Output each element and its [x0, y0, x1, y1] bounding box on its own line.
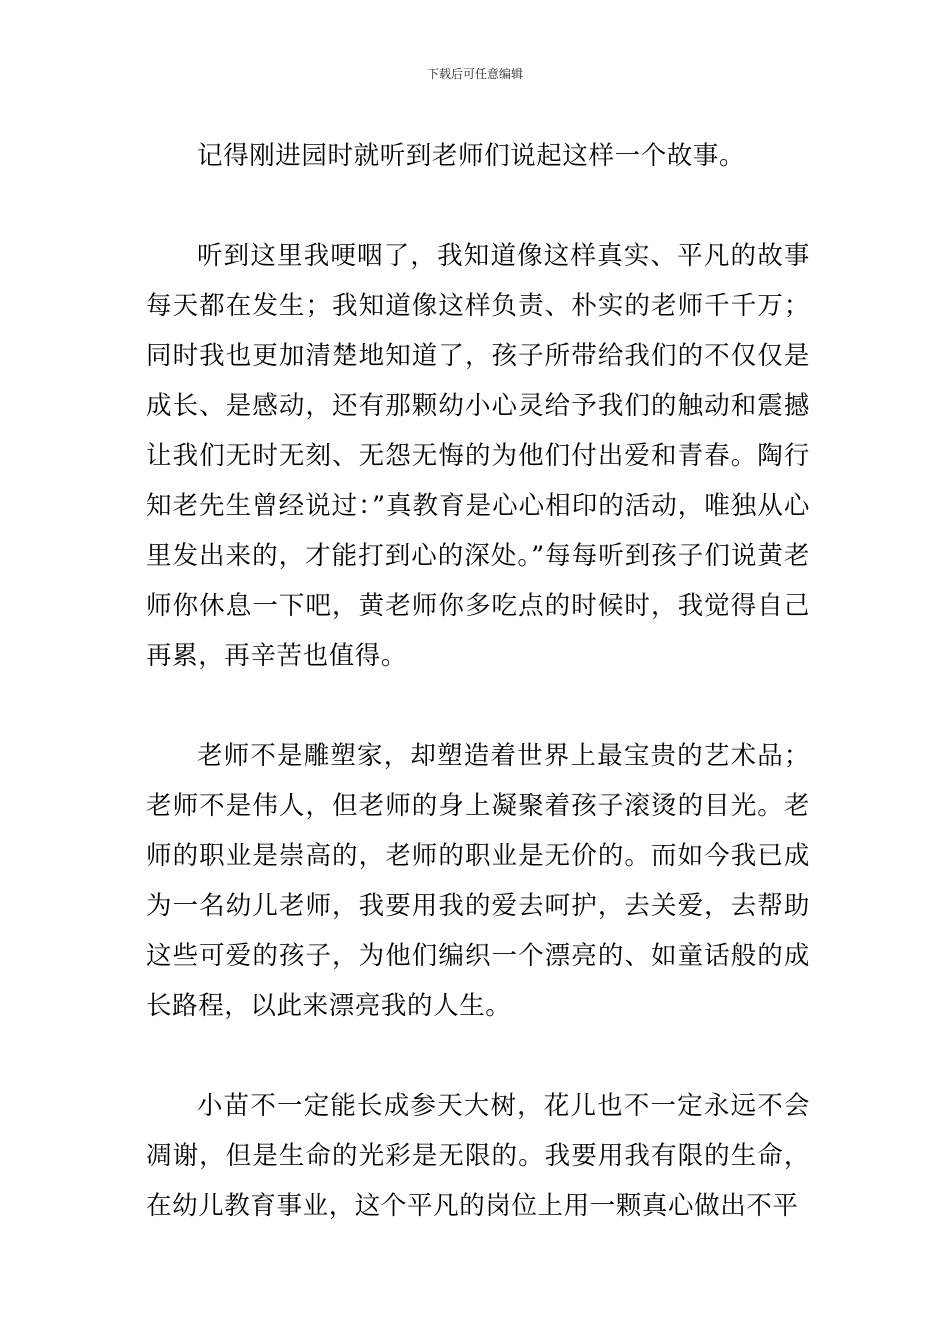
- paragraph-spacer: [146, 681, 810, 731]
- paragraph-spacer: [146, 181, 810, 231]
- page-header: 下载后可任意编辑: [426, 67, 523, 81]
- paragraph-1: 记得刚进园时就听到老师们说起这样一个故事。: [197, 141, 746, 171]
- paragraph-2: 听到这里我哽咽了，我知道像这样真实、平凡的故事每天都在发生；我知道像这样负责、朴实的老师千千万；同时我也更加清楚地知道了，孩子所带给我们的不仅仅是成长、是感动，还有那颗幼小心灵给予我们的触动和震撼让我们无时无刻、无怨无悔的为他们付出爱和青春。陶行知老先生曾经说过：”真教育是心心相印的活动，唯独从心里发出来的，才能打到心的深处。”每每听到孩子们说黄老师你休息一下吧，黄老师你多吃点的时候时，我觉得自己再累，再辛苦也值得。: [146, 241, 810, 671]
- paragraph-3: 老师不是雕塑家，却塑造着世界上最宝贵的艺术品；老师不是伟人，但老师的身上凝聚着孩子滚烫的目光。老师的职业是崇高的，老师的职业是无价的。而如今我已成为一名幼儿老师，我要用我的爱去呵护，去关爱，去帮助这些可爱的孩子，为他们编织一个漂亮的、如童话般的成长路程，以此来漂亮我的人生。: [146, 741, 810, 1021]
- paragraph-spacer: [146, 1031, 810, 1081]
- paragraph-4: 小苗不一定能长成参天大树，花儿也不一定永远不会凋谢，但是生命的光彩是无限的。我要用我有限的生命，在幼儿教育事业，这个平凡的岗位上用一颗真心做出不平: [146, 1091, 810, 1221]
- document-body: [146, 131, 810, 1231]
